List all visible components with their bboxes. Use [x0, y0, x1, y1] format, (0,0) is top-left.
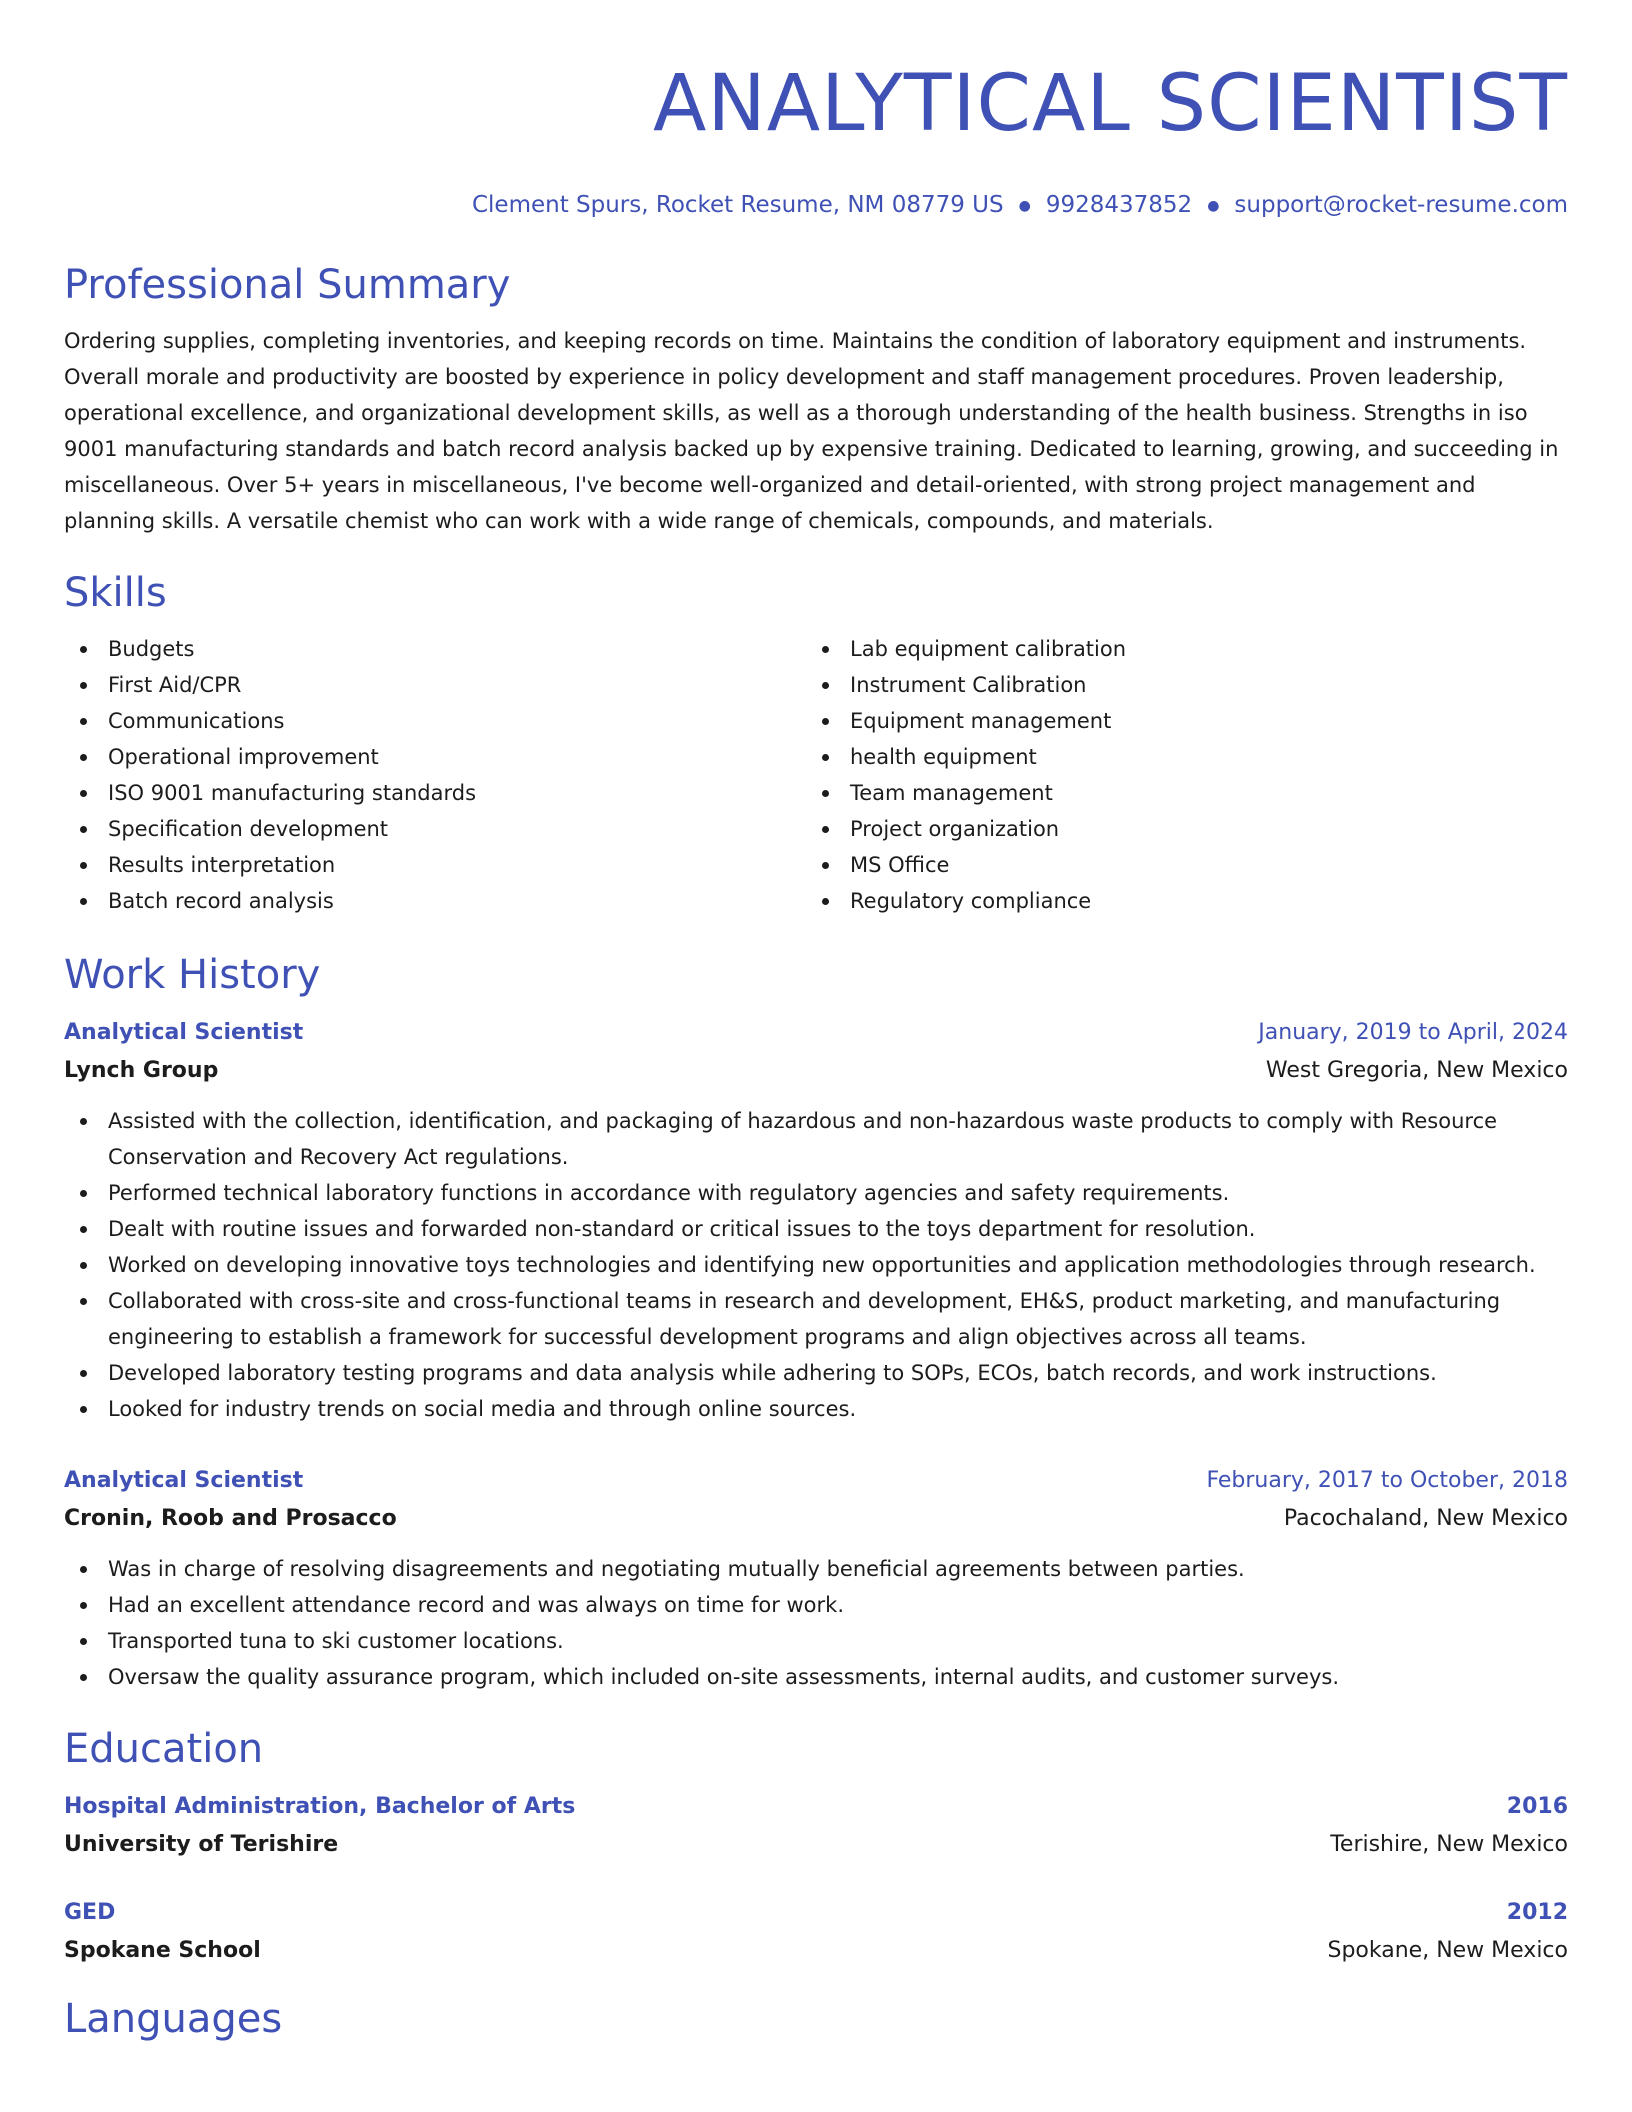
- graduation-year: 2012: [1506, 1899, 1568, 1925]
- contact-phone: 9928437852: [1045, 192, 1193, 218]
- skill-item: Results interpretation: [64, 847, 806, 883]
- education-entry: [64, 1895, 1568, 1971]
- school-name: Spokane School: [64, 1937, 261, 1963]
- job-bullet: Dealt with routine issues and forwarded non-standard or critical issues to the toys department for resolution.: [64, 1211, 1568, 1247]
- summary-paragraph: Ordering supplies, completing inventories, and keeping records on time. Maintains the condition of laboratory equipment and instruments. Overall morale and productivity are boosted by experience in policy development and staff management procedures. Proven leadership, operational excellence, and organizational development skills, as well as a thorough understanding of the health business. Strengths in iso 9001 manufacturing standards and batch record analysis backed up by expensive training. Dedicated to learning, growing, and succeeding in miscellaneous. Over 5+ years in miscellaneous, I've become well-organized and detail-oriented, with strong project management and planning skills. A versatile chemist who can work with a wide range of chemicals, compounds, and materials.: [64, 328, 1559, 533]
- skill-item: Instrument Calibration: [806, 667, 1548, 703]
- job-dates: February, 2017 to October, 2018: [1206, 1467, 1568, 1493]
- section-title-education: Education: [64, 1725, 264, 1772]
- skill-item: Budgets: [64, 631, 806, 667]
- skill-item: First Aid/CPR: [64, 667, 806, 703]
- skills-list: [64, 631, 1568, 919]
- work-entry-employer: [64, 1051, 1568, 1091]
- degree-title: Hospital Administration, Bachelor of Arts: [64, 1793, 576, 1819]
- skills-column-right: [806, 631, 1548, 919]
- job-bullet: Transported tuna to ski customer locations.: [64, 1623, 1568, 1659]
- contact-separator: ●: [1018, 197, 1031, 214]
- education-entry: [64, 1789, 1568, 1865]
- work-entry-heading: [64, 1463, 1568, 1499]
- skill-item: Equipment management: [806, 703, 1548, 739]
- graduation-year: 2016: [1506, 1793, 1568, 1819]
- degree-title: GED: [64, 1899, 116, 1925]
- education-entry-school: [64, 1931, 1568, 1971]
- work-entry: [64, 1463, 1568, 1695]
- job-bullet: Had an excellent attendance record and was always on time for work.: [64, 1587, 1568, 1623]
- job-bullet: Looked for industry trends on social media and through online sources.: [64, 1391, 1568, 1427]
- school-location: Spokane, New Mexico: [1327, 1937, 1568, 1963]
- education-entry-heading: [64, 1895, 1568, 1931]
- skill-item: Communications: [64, 703, 806, 739]
- job-bullet: Oversaw the quality assurance program, which included on-site assessments, internal audits, and customer surveys.: [64, 1659, 1568, 1695]
- job-title: Analytical Scientist: [64, 1467, 304, 1493]
- skill-item: MS Office: [806, 847, 1548, 883]
- resume-name-title: ANALYTICAL SCIENTIST: [653, 59, 1568, 149]
- skill-item: Team management: [806, 775, 1548, 811]
- job-dates: January, 2019 to April, 2024: [1258, 1019, 1568, 1045]
- job-bullet: Collaborated with cross-site and cross-functional teams in research and development, EH&S, product marketing, and manufacturing engineering to establish a framework for successful development programs and align objectives across all teams.: [64, 1283, 1568, 1355]
- education-entry-school: [64, 1825, 1568, 1865]
- contact-email: support@rocket-resume.com: [1234, 192, 1568, 218]
- skill-item: ISO 9001 manufacturing standards: [64, 775, 806, 811]
- skill-item: Regulatory compliance: [806, 883, 1548, 919]
- school-name: University of Terishire: [64, 1831, 339, 1857]
- skill-item: Project organization: [806, 811, 1548, 847]
- skill-item: Batch record analysis: [64, 883, 806, 919]
- job-location: West Gregoria, New Mexico: [1265, 1057, 1568, 1083]
- section-title-summary: Professional Summary: [64, 261, 511, 308]
- work-entry: [64, 1015, 1568, 1427]
- job-title: Analytical Scientist: [64, 1019, 304, 1045]
- job-location: Pacochaland, New Mexico: [1283, 1505, 1568, 1531]
- company-name: Cronin, Roob and Prosacco: [64, 1505, 397, 1531]
- section-title-skills: Skills: [64, 569, 167, 616]
- school-location: Terishire, New Mexico: [1330, 1831, 1568, 1857]
- skill-item: Operational improvement: [64, 739, 806, 775]
- skill-item: health equipment: [806, 739, 1548, 775]
- job-bullets: [64, 1103, 1568, 1427]
- skills-column-left: [64, 631, 806, 919]
- section-title-work-history: Work History: [64, 951, 321, 998]
- contact-separator: ●: [1207, 197, 1220, 214]
- skill-item: Specification development: [64, 811, 806, 847]
- contact-line: [64, 190, 1568, 221]
- job-bullet: Worked on developing innovative toys technologies and identifying new opportunities and application methodologies through research.: [64, 1247, 1568, 1283]
- work-entry-heading: [64, 1015, 1568, 1051]
- company-name: Lynch Group: [64, 1057, 219, 1083]
- contact-address: Clement Spurs, Rocket Resume, NM 08779 US: [471, 192, 1004, 218]
- section-title-languages: Languages: [64, 1995, 283, 2042]
- skill-item: Lab equipment calibration: [806, 631, 1548, 667]
- job-bullets: [64, 1551, 1568, 1695]
- education-entry-heading: [64, 1789, 1568, 1825]
- job-bullet: Was in charge of resolving disagreements and negotiating mutually beneficial agreements between parties.: [64, 1551, 1568, 1587]
- job-bullet: Developed laboratory testing programs and data analysis while adhering to SOPs, ECOs, batch records, and work instructions.: [64, 1355, 1568, 1391]
- job-bullet: Assisted with the collection, identification, and packaging of hazardous and non-hazardous waste products to comply with Resource Conservation and Recovery Act regulations.: [64, 1103, 1568, 1175]
- job-bullet: Performed technical laboratory functions in accordance with regulatory agencies and safety requirements.: [64, 1175, 1568, 1211]
- resume-page: [64, 56, 1568, 2045]
- work-entry-employer: [64, 1499, 1568, 1539]
